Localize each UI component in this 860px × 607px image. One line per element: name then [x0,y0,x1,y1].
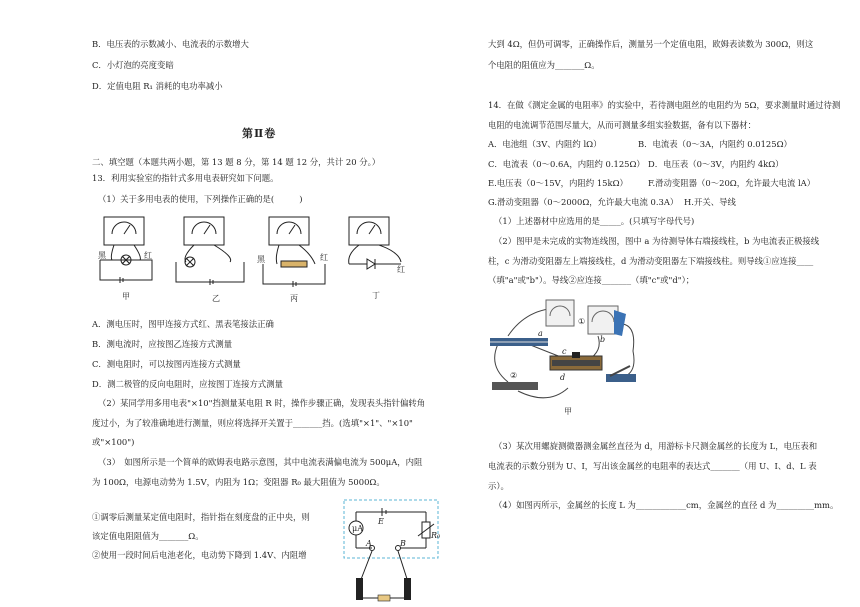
q14-stem-line2: 电阻的电流调节范围尽量大，从而可测量多组实验数据，备有以下器材： [488,120,756,130]
q14-stem-line1: 14．在做《测定金属的电阻率》的实验中，若待测电阻丝的电阻约为 5Ω，要求测量时通过待测 [488,100,841,110]
q13-stem: 13．利用实验室的指针式多用电表研究如下问题。 [92,173,279,183]
q13-part3-sub1-line1: ①调零后测量某定值电阻时，指针指在刻度盘的正中央，则 [92,512,310,522]
q13-option-b: B．测电流时，应按图乙连接方式测量 [92,339,233,349]
option-b: B．电压表的示数减小、电流表的示数增大 [92,39,249,49]
q14-part3-line1: （3）某次用螺旋测微器测金属丝直径为 d，用游标卡尺测金属丝的长度为 L，电压表和 [494,441,818,451]
wire1-label: ① [578,317,586,326]
label-black-jia: 黑 [98,251,106,260]
label-jia: 甲 [122,292,130,301]
ammeter-symbol: μA [352,524,363,533]
q13-part2-line2: 度过小，为了较准确地进行测量，则应将选择开关置于_______挡。(选填"×1"、"×10" [92,418,413,428]
label-ding: 丁 [372,291,380,300]
q14-part2-line3: （填"a"或"b"）。导线②应连接_______（填"c"或"d"）； [488,275,695,285]
label-red-ding: 红 [397,265,405,274]
diagram-ding [349,217,401,269]
q13-part2-line1: （2）某同学用多用电表"×10"挡测量某电阻 R 时，操作步骤正确，发现表头指针偏转角 [98,398,426,408]
q14-part2-line2: 柱，c 为滑动变阻器左上端接线柱，d 为滑动变阻器左下端接线柱。则导线①应连接____ [488,256,814,266]
equip-a: A．电池组（3V、内阻约 lΩ） [488,139,602,149]
label-E: E [378,517,384,526]
label-red-bing: 红 [320,253,328,262]
label-jia-photo: 甲 [564,407,572,416]
label-a: a [538,329,543,338]
equip-b: B．电流表（0～3A，内阻约 0.0125Ω） [638,139,792,149]
equip-g: G.滑动变阻器（0～2000Ω，允许最大电流 0.3A） [488,197,679,207]
multimeter-figure [92,212,422,307]
label-B: B [400,539,406,548]
equip-f: F.滑动变阻器（0～20Ω，允许最大电流 lA） [648,178,816,188]
equip-e: E.电压表（0～15V，内阻约 15kΩ） [488,178,628,188]
equip-h: H.开关、导线 [684,197,736,207]
diagram-yi [176,217,244,285]
label-b: b [600,335,606,344]
q13-cont-line2: 个电阻的阻值应为_______Ω。 [488,60,600,70]
q13-part3-sub2-line1: ②使用一段时间后电池老化，电动势下降到 1.4V、内阻增 [92,550,307,560]
apparatus-figure [488,296,658,426]
q14-part2-line1: （2）图甲是未完成的实物连线图，图中 a 为待测导体右端接线柱，b 为电流表正极接线 [494,236,820,246]
q13-part3-line2: 为 100Ω，电源电动势为 1.5V，内阻为 1Ω；变阻器 R₀ 最大阻值为 5000Ω。 [92,477,385,487]
q13-part2-line3: 或"×100") [92,437,135,447]
q13-option-c: C．测电阻时，可以按图丙连接方式测量 [92,359,241,369]
label-c: c [562,347,567,356]
ohmmeter-diagram [342,498,440,606]
q13-option-a: A．测电压时，图甲连接方式红、黑表笔接法正确 [92,319,274,329]
option-d: D．定值电阻 R₁ 消耗的电功率减小 [92,81,223,91]
diagram-jia [100,217,152,283]
wire2-label: ② [510,371,518,380]
q13-part3-line1: （3） 如图所示是一个简单的欧姆表电路示意图，其中电流表满偏电流为 500μA，内阻 [98,457,423,467]
label-red-jia: 红 [144,251,152,260]
q14-part4: （4）如图丙所示，金属丝的长度 L 为____________cm，金属丝的直径 d 为_________mm。 [494,500,839,510]
section-title: 第Ⅱ卷 [242,127,277,140]
part-heading: 二、填空题（本题共两小题，第 13 题 8 分，第 14 题 12 分，共计 20 分。） [92,157,381,167]
q14-part1: （1）上述器材中应选用的是_____。(只填写字母代号) [494,216,695,226]
option-c: C．小灯泡的亮度变暗 [92,60,174,70]
label-yi: 乙 [212,294,220,303]
q14-part3-line3: 示）。 [488,481,509,491]
q13-option-d: D．测二极管的反向电阻时，应按图丁连接方式测量 [92,379,283,389]
q13-part1: （1）关于多用电表的使用，下列操作正确的是( ) [98,194,303,204]
q14-part3-line2: 电流表的示数分别为 U、I，写出该金属丝的电阻率的表达式_______（用 U、I、d、L 表 [488,461,817,471]
label-d: d [560,373,566,382]
label-A: A [366,539,372,548]
q13-part3-sub1-line2: 该定值电阻阻值为_______Ω。 [92,531,204,541]
label-black-bing: 黑 [257,255,265,264]
equip-c: C．电流表（0～0.6A，内阻约 0.125Ω） [488,159,645,169]
label-R0: R₀ [431,531,440,540]
label-bing: 丙 [290,294,298,303]
diagram-bing [263,217,325,287]
equip-d: D．电压表（0～3V，内阻约 4kΩ） [648,159,784,169]
q13-cont-line1: 大到 4Ω，但仍可调零，正确操作后，测量另一个定值电阻，欧姆表读数为 300Ω，则这 [488,39,814,49]
